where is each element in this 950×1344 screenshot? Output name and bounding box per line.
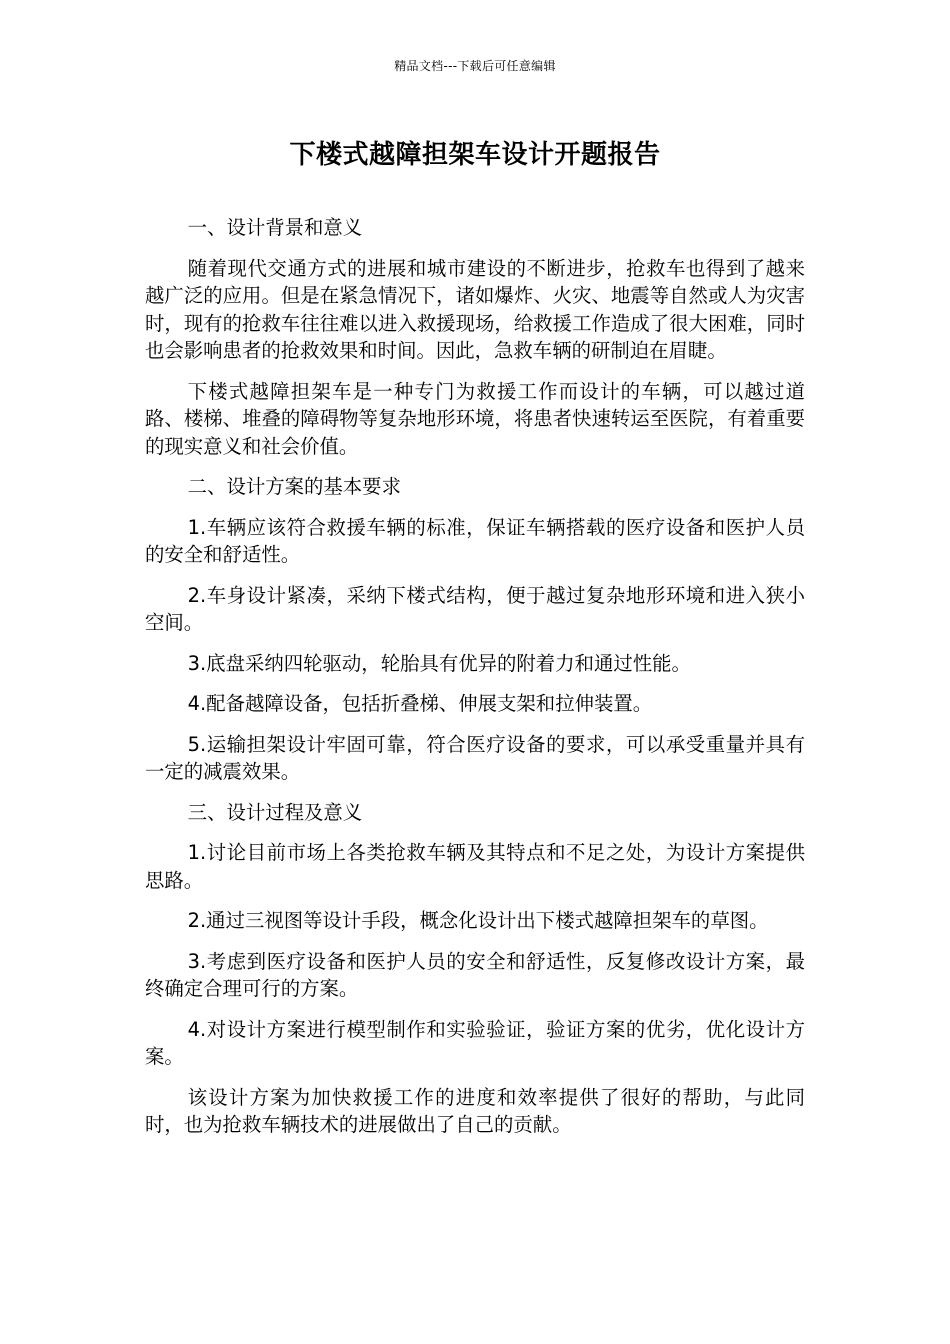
document-title: 下楼式越障担架车设计开题报告: [289, 140, 661, 170]
section-heading-process: 三、设计过程及意义: [187, 800, 363, 824]
process-item-4: 4.对设计方案进行模型制作和实验验证，验证方案的优劣，优化设计方案。: [145, 1017, 805, 1068]
paragraph-background-2: 下楼式越障担架车是一种专门为救援工作而设计的车辆，可以越过道路、楼梯、堆叠的障碍物等复杂地形环境，将患者快速转运至医院，有着重要的现实意义和社会价值。: [145, 379, 805, 458]
document-body: [145, 214, 805, 1152]
requirement-item-5: 5.运输担架设计牢固可靠，符合医疗设备的要求，可以承受重量并具有一定的减震效果。: [145, 732, 805, 783]
process-item-3: 3.考虑到医疗设备和医护人员的安全和舒适性，反复修改设计方案，最终确定合理可行的方案。: [145, 949, 805, 1000]
section-heading-background: 一、设计背景和意义: [187, 216, 363, 239]
requirement-item-2: 2.车身设计紧凑，采纳下楼式结构，便于越过复杂地形环境和进入狭小空间。: [145, 583, 805, 634]
header-note: 精品文档---下载后可任意编辑: [394, 59, 556, 73]
requirement-item-1: 1.车辆应该符合救援车辆的标准，保证车辆搭载的医疗设备和医护人员的安全和舒适性。: [145, 515, 805, 566]
requirement-item-3: 3.底盘采纳四轮驱动，轮胎具有优异的附着力和通过性能。: [187, 651, 691, 675]
paragraph-background-1: 随着现代交通方式的进展和城市建设的不断进步，抢救车也得到了越来越广泛的应用。但是在紧急情况下，诸如爆炸、火灾、地震等自然或人为灾害时，现有的抢救车往往难以进入救援现场，给救援工作造成了很大困难，同时也会影响患者的抢救效果和时间。因此，急救车辆的研制迫在眉睫。: [145, 256, 805, 362]
section-heading-requirements: 二、设计方案的基本要求: [187, 475, 401, 498]
requirement-item-4: 4.配备越障设备，包括折叠梯、伸展支架和拉伸装置。: [187, 692, 653, 715]
conclusion-paragraph: 该设计方案为加快救援工作的进度和效率提供了很好的帮助，与此同时，也为抢救车辆技术的进展做出了自己的贡献。: [145, 1085, 805, 1136]
process-item-2: 2.通过三视图等设计手段，概念化设计出下楼式越障担架车的草图。: [187, 909, 769, 932]
process-item-1: 1.讨论目前市场上各类抢救车辆及其特点和不足之处，为设计方案提供思路。: [145, 841, 805, 892]
